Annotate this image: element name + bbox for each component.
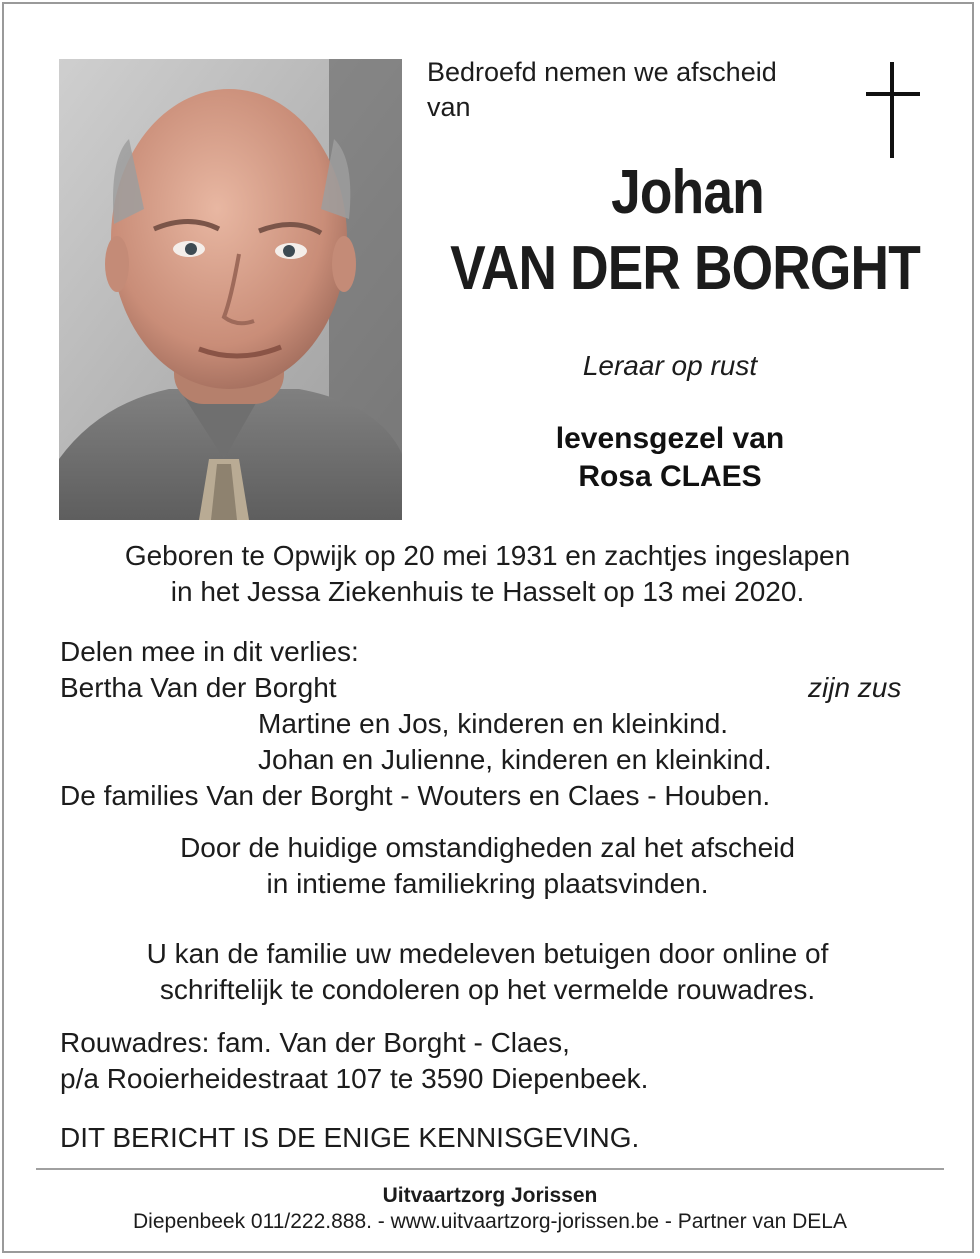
funeral-home-contact: Diepenbeek 011/222.888. - www.uitvaartzorg-jorissen.be - Partner van DELA — [133, 1210, 847, 1233]
intro-line-2: van — [427, 92, 471, 122]
birth-death-line-1: Geboren te Opwijk op 20 mei 1931 en zachtjes ingeslapen — [124, 540, 851, 571]
funeral-home-name: Uitvaartzorg Jorissen — [382, 1184, 598, 1207]
footer-divider — [36, 1168, 944, 1170]
family-member-relation: zijn zus — [808, 672, 902, 703]
notice-line-1: Door de huidige omstandigheden zal het afscheid — [180, 832, 795, 863]
deceased-occupation: Leraar op rust — [582, 350, 758, 381]
deceased-last-name: VAN DER BORGHT — [450, 234, 920, 303]
intro-line-1: Bedroefd nemen we afscheid — [427, 57, 777, 87]
partner-info — [470, 420, 870, 496]
condolence-line-2: schriftelijk te condoleren op het vermelde rouwadres. — [159, 974, 816, 1005]
birth-death-info — [40, 538, 935, 610]
family-member: Martine en Jos, kinderen en kleinkind. — [258, 708, 729, 739]
address-line-1: Rouwadres: fam. Van der Borght - Claes, — [60, 1027, 570, 1058]
address-line-2: p/a Rooierheidestraat 107 te 3590 Diepenbeek. — [60, 1063, 649, 1094]
family-member: Johan en Julienne, kinderen en kleinkind. — [258, 744, 772, 775]
notice-line-2: in intieme familiekring plaatsvinden. — [266, 868, 709, 899]
condolence-line-1: U kan de familie uw medeleven betuigen door online of — [146, 938, 829, 969]
family-member: De families Van der Borght - Wouters en Claes - Houben. — [60, 780, 771, 811]
birth-death-line-2: in het Jessa Ziekenhuis te Hasselt op 13 mei 2020. — [170, 576, 805, 607]
partner-line-1: levensgezel van — [555, 422, 785, 455]
family-intro: Delen mee in dit verlies: — [60, 636, 359, 667]
portrait-photo — [59, 59, 402, 520]
family-member: Bertha Van der Borght — [60, 672, 337, 703]
intro-text — [427, 55, 847, 125]
deceased-first-name: Johan — [611, 158, 764, 227]
cross-icon — [862, 62, 924, 167]
final-notice: DIT BERICHT IS DE ENIGE KENNISGEVING. — [60, 1122, 640, 1153]
partner-line-2: Rosa CLAES — [578, 460, 762, 493]
